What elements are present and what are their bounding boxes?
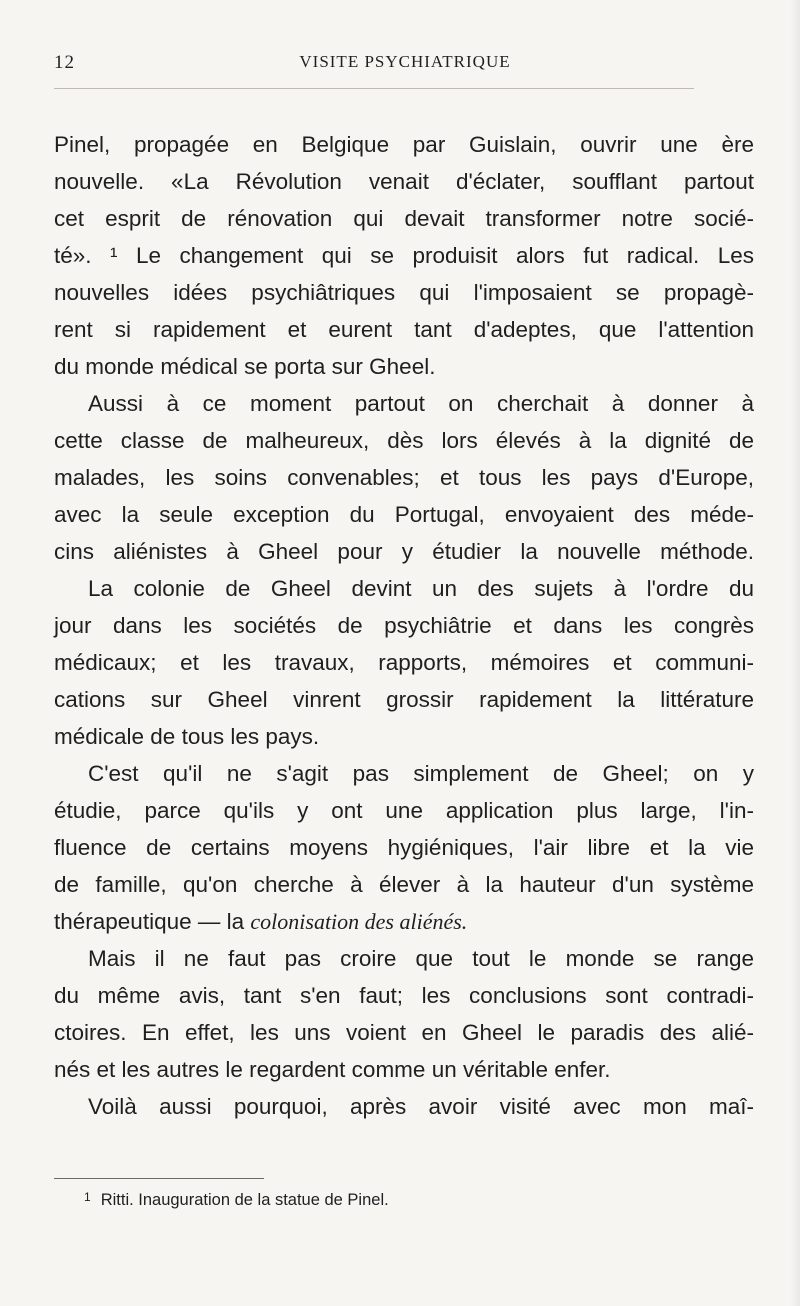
- footnote: [84, 1188, 724, 1213]
- text-line: té». ¹ Le changement qui se produisit alors fut radical. Les: [54, 243, 754, 268]
- text-line: du monde médical se porta sur Gheel.: [54, 354, 436, 379]
- paragraph-start: C'est qu'il ne s'agit pas simplement de Gheel; on y: [88, 761, 754, 786]
- text-line: du même avis, tant s'en faut; les conclusions sont contradi-: [54, 983, 754, 1008]
- line-text: thérapeutique — la: [54, 909, 251, 934]
- text-line: ctoires. En effet, les uns voient en Gheel le paradis des alié-: [54, 1020, 754, 1045]
- text-line: cins aliénistes à Gheel pour y étudier la nouvelle méthode.: [54, 539, 754, 564]
- text-line: nés et les autres le regardent comme un véritable enfer.: [54, 1057, 611, 1082]
- paragraph-start: Voilà aussi pourquoi, après avoir visité avec mon maî-: [88, 1094, 754, 1119]
- text-line: médicale de tous les pays.: [54, 724, 320, 749]
- paragraph-start: La colonie de Gheel devint un des sujets à l'ordre du: [88, 576, 754, 601]
- running-title: VISITE PSYCHIATRIQUE: [299, 52, 511, 71]
- page-header: [0, 52, 800, 82]
- text-line: étudie, parce qu'ils y ont une application plus large, l'in-: [54, 798, 754, 823]
- text-line: cations sur Gheel vinrent grossir rapidement la littérature: [54, 687, 754, 712]
- text-line: fluence de certains moyens hygiéniques, l'air libre et la vie: [54, 835, 754, 860]
- text-line: rent si rapidement et eurent tant d'adeptes, que l'attention: [54, 317, 754, 342]
- text-line: nouvelles idées psychiâtriques qui l'imposaient se propagè-: [54, 280, 754, 305]
- page-edge-shadow: [790, 0, 800, 1306]
- text-line: jour dans les sociétés de psychiâtrie et dans les congrès: [54, 613, 754, 638]
- footnote-text: Ritti. Inauguration de la statue de Pinel.: [100, 1191, 389, 1209]
- text-line: [54, 905, 754, 939]
- text-line: nouvelle. «La Révolution venait d'éclater, soufflant partout: [54, 169, 754, 194]
- text-line: médicaux; et les travaux, rapports, mémoires et communi-: [54, 650, 754, 675]
- header-rule: [54, 88, 694, 89]
- text-line: malades, les soins convenables; et tous les pays d'Europe,: [54, 465, 754, 490]
- footnote-marker: 1: [84, 1190, 91, 1204]
- page-number: 12: [54, 52, 75, 73]
- paragraph-start: Aussi à ce moment partout on cherchait à donner à: [88, 391, 754, 416]
- text-line: Pinel, propagée en Belgique par Guislain, ouvrir une ère: [54, 132, 754, 157]
- paragraph-start: Mais il ne faut pas croire que tout le monde se range: [88, 946, 754, 971]
- text-line: cet esprit de rénovation qui devait transformer notre socié-: [54, 206, 754, 231]
- footnote-rule: [54, 1178, 264, 1179]
- italic-phrase: colonisation des aliénés.: [250, 909, 468, 934]
- text-line: avec la seule exception du Portugal, envoyaient des méde-: [54, 502, 754, 527]
- text-line: de famille, qu'on cherche à élever à la hauteur d'un système: [54, 872, 754, 897]
- text-line: cette classe de malheureux, dès lors élevés à la dignité de: [54, 428, 754, 453]
